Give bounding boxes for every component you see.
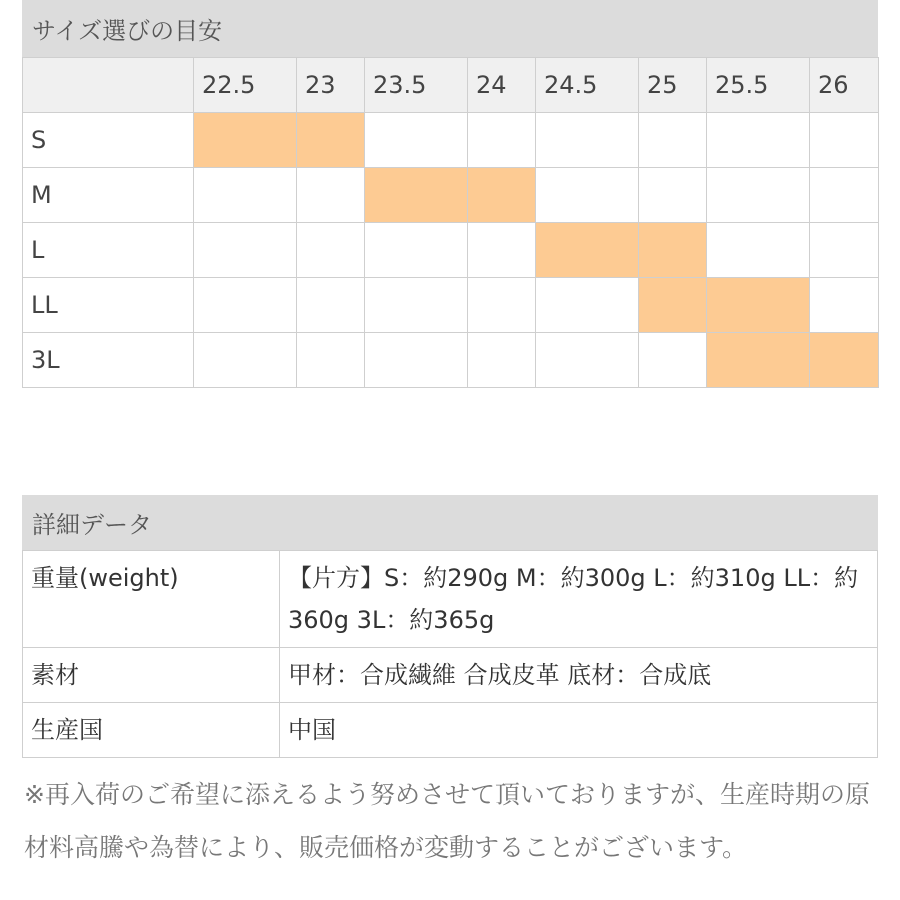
size-cell: [707, 168, 810, 223]
size-cell: [707, 333, 810, 388]
size-cell: [365, 278, 468, 333]
size-cell: [194, 113, 297, 168]
size-header-row: [23, 58, 879, 113]
size-column-header: 22.5: [194, 58, 297, 113]
size-guide-header: [22, 0, 878, 57]
size-cell: [639, 333, 707, 388]
size-column-header: 25.5: [707, 58, 810, 113]
size-cell: [707, 113, 810, 168]
size-cell: [639, 278, 707, 333]
detail-row: [23, 551, 878, 648]
detail-value: 中国: [280, 703, 878, 758]
size-cell: [297, 333, 365, 388]
detail-data-title: 詳細データ: [32, 511, 152, 539]
size-column-header: 23.5: [365, 58, 468, 113]
detail-row: [23, 703, 878, 758]
size-guide-title: サイズ選びの目安: [32, 17, 223, 45]
size-cell: [468, 113, 536, 168]
size-cell: [365, 168, 468, 223]
detail-data-header: [22, 495, 878, 550]
size-column-header: 25: [639, 58, 707, 113]
size-cell: [639, 223, 707, 278]
size-cell: [468, 168, 536, 223]
detail-data-table: [22, 550, 878, 758]
size-row: [23, 223, 879, 278]
size-cell: [194, 223, 297, 278]
size-cell: [468, 278, 536, 333]
size-cell: [810, 333, 879, 388]
size-cell: [707, 278, 810, 333]
size-cell: [810, 223, 879, 278]
detail-label: 生産国: [23, 703, 280, 758]
size-cell: [194, 333, 297, 388]
detail-value: 甲材：合成繊維 合成皮革 底材：合成底: [280, 648, 878, 703]
restock-notice: ※再入荷のご希望に添えるよう努めさせて頂いておりますが、生産時期の原材料高騰や為替により、販売価格が変動することがございます。: [24, 780, 870, 862]
size-cell: [536, 113, 639, 168]
size-column-header: 26: [810, 58, 879, 113]
size-cell: [365, 333, 468, 388]
size-cell: [365, 223, 468, 278]
size-guide-table: [22, 57, 879, 388]
size-row-label: 3L: [23, 333, 194, 388]
size-cell: [707, 223, 810, 278]
size-row: [23, 168, 879, 223]
size-cell: [194, 168, 297, 223]
size-cell: [365, 113, 468, 168]
detail-value: 【片方】S：約290g M：約300g L：約310g LL：約360g 3L：約365g: [280, 551, 878, 648]
size-row: [23, 278, 879, 333]
size-column-header: 24.5: [536, 58, 639, 113]
size-cell: [810, 168, 879, 223]
size-cell: [810, 278, 879, 333]
detail-row: [23, 648, 878, 703]
size-row-label: S: [23, 113, 194, 168]
size-column-header: 24: [468, 58, 536, 113]
size-row: [23, 333, 879, 388]
size-row-label: LL: [23, 278, 194, 333]
size-row-label: M: [23, 168, 194, 223]
size-column-header: 23: [297, 58, 365, 113]
size-cell: [468, 223, 536, 278]
detail-label: 重量(weight): [23, 551, 280, 648]
size-cell: [297, 113, 365, 168]
size-cell: [468, 333, 536, 388]
size-cell: [194, 278, 297, 333]
size-cell: [639, 168, 707, 223]
corner-cell: [23, 58, 194, 113]
size-cell: [297, 223, 365, 278]
size-cell: [810, 113, 879, 168]
size-cell: [536, 333, 639, 388]
size-cell: [536, 223, 639, 278]
detail-label: 素材: [23, 648, 280, 703]
size-row: [23, 113, 879, 168]
size-cell: [536, 168, 639, 223]
size-cell: [536, 278, 639, 333]
size-row-label: L: [23, 223, 194, 278]
size-cell: [297, 168, 365, 223]
size-cell: [297, 278, 365, 333]
size-cell: [639, 113, 707, 168]
